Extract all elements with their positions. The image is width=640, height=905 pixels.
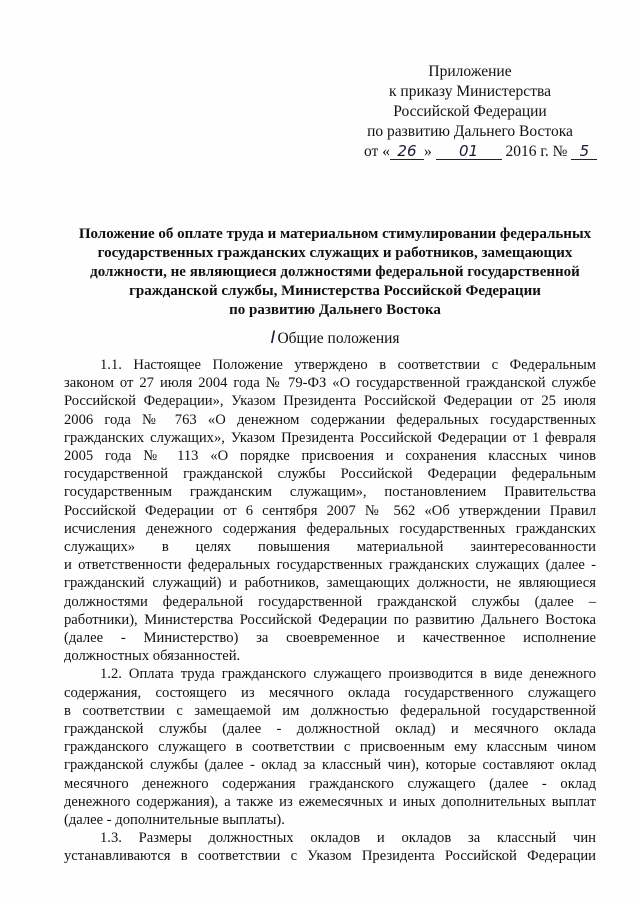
text-line: (далее - Министерство) за своевременное и качественное исполнение — [64, 630, 596, 647]
title-line: Положение об оплате труда и материальном стимулировании федеральных — [78, 226, 592, 242]
date-quote-close: » — [423, 143, 432, 160]
text-line: работники), Министерства Российской Федерации по развитию Дальнего Востока — [64, 611, 596, 628]
text-line: гражданской службы (далее - оклад за классный чин), которые составляют оклад — [64, 757, 596, 774]
text-line: гражданского служащего в соответствии с присвоенным ему классным чином — [64, 739, 596, 756]
handwritten-day: 26 — [390, 143, 424, 160]
text-line: (далее - дополнительные выплаты). — [64, 812, 285, 829]
section-numeral: I — [270, 328, 276, 348]
text-line: устанавливаются в соответствии с Указом Президента Российской Федерации — [64, 848, 596, 865]
title-line: гражданской службы, Министерства Российской Федерации — [129, 283, 541, 299]
text-line: должностных обязанностей. — [64, 648, 241, 665]
text-line: Российской Федерации», Указом Президента Российской Федерации от 25 июля — [64, 393, 596, 410]
text-line: 2005 года № 113 «О порядке присвоения и сохранения классных чинов — [64, 448, 596, 465]
paragraph-1-3 — [64, 829, 596, 865]
order-date-line — [340, 142, 600, 162]
text-line: в соответствии с замещаемой им должностью федеральной государственной — [64, 702, 596, 719]
title-line: государственных гражданских служащих и работников, замещающих — [97, 245, 573, 261]
text-line: государственной гражданской службы Российской Федерации федеральным — [64, 466, 596, 483]
text-line: служащих» в целях повышения материальной заинтересованности — [64, 539, 596, 556]
text-line: государственным гражданским служащим», постановлением Правительства — [64, 484, 596, 501]
title-line: по развитию Дальнего Востока — [229, 302, 441, 318]
paragraph-1-1 — [64, 356, 596, 665]
text-line: гражданских служащих», Указом Президента Российской Федерации от 1 февраля — [64, 429, 596, 446]
text-line: Российской Федерации от 6 сентября 2007 № 562 «Об утверждении Правил — [64, 502, 596, 519]
approval-line: Приложение — [428, 63, 512, 80]
approval-block — [340, 62, 600, 162]
title-line: должности, не являющиеся должностями федеральной государственной — [90, 264, 580, 280]
text-line: денежного содержания), а также из ежемесячных и иных дополнительных выплат — [64, 793, 596, 810]
handwritten-month: 01 — [436, 143, 502, 160]
handwritten-order-number: 5 — [571, 143, 597, 160]
text-line: гражданской службы (далее - должностной оклад) и месячного оклада — [64, 721, 596, 738]
text-line: гражданский служащий) и работников, замещающих должности, не являющиеся — [64, 575, 596, 592]
text-line: законом от 27 июля 2004 года № 79-ФЗ «О государственной гражданской службе — [64, 375, 596, 392]
year-number-label: 2016 г. № — [505, 143, 568, 160]
section-heading — [60, 328, 610, 349]
section-title: Общие положения — [277, 330, 400, 347]
text-line: 1.1. Настоящее Положение утверждено в соответствии с Федеральным — [100, 357, 596, 373]
paragraph-1-2 — [64, 665, 596, 829]
approval-line: Российской Федерации — [393, 103, 547, 120]
text-line: содержания, состоящего из месячного оклада государственного служащего — [64, 684, 596, 701]
text-line: должностями федеральной государственной гражданской службы (далее – — [64, 593, 596, 610]
text-line: 1.2. Оплата труда гражданского служащего производится в виде денежного — [100, 666, 596, 683]
document-body — [64, 356, 596, 866]
approval-line: к приказу Министерства — [389, 83, 551, 100]
text-line: месячного денежного содержания гражданского служащего (далее - оклад — [64, 775, 596, 792]
approval-line: по развитию Дальнего Востока — [367, 123, 573, 140]
text-line: 1.3. Размеры должностных окладов и окладов за классный чин — [100, 830, 596, 847]
document-title — [60, 225, 610, 320]
text-line: 2006 года № 763 «О денежном содержании федеральных государственных — [64, 411, 596, 428]
text-line: и ответственности федеральных государственных гражданских служащих (далее - — [64, 557, 596, 574]
text-line: исчисления денежного содержания федеральных государственных гражданских — [64, 520, 596, 537]
date-prefix: от « — [364, 143, 390, 160]
